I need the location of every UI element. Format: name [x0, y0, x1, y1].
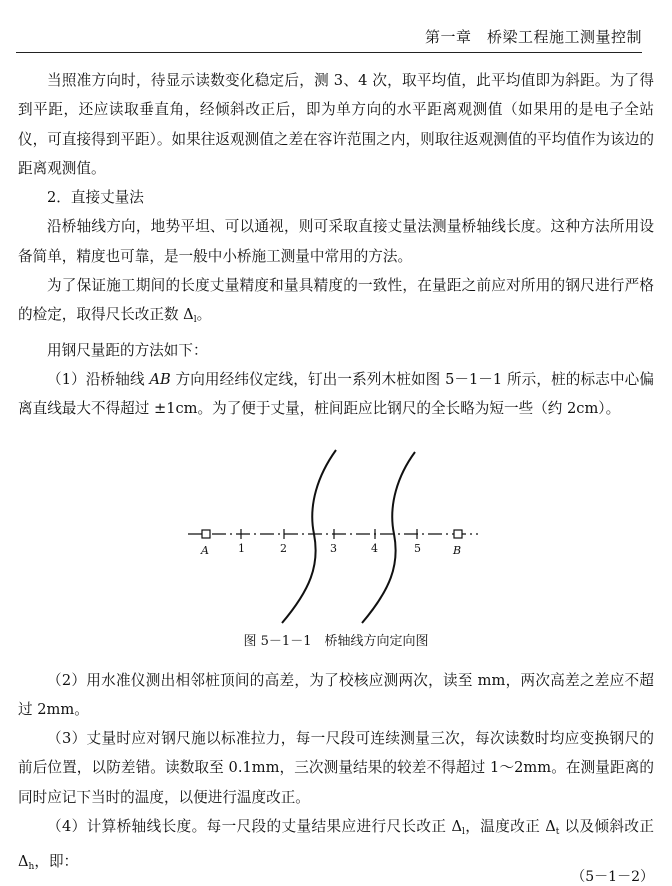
bridge-axis-diagram	[18, 440, 654, 630]
label-5: 5	[414, 541, 421, 555]
paragraph-slope-distance: 当照准方向时，待显示读数变化稳定后，测 3、4 次，取平均值，此平均值即为斜距。为了得到平距，还应读取垂直角，经倾斜改正后，即为单方向的水平距离观测值（如果用的是电子全站仪，可直接得到平距）。如果往返观测值之差在容许范围之内，则取往返观测值的平均值作为该边的距离观测值。	[18, 72, 654, 177]
formula-row	[18, 866, 654, 886]
paragraph-step-3: （3）丈量时应对钢尺施以标准拉力，每一尺段可连续测量三次，每次读数时均应变换钢尺的前后位置，以防差错。读数取至 0.1mm，三次测量结果的较差不得超过 1～2mm。在测量距离的同时应记下当时的温度，以便进行温度改正。	[18, 730, 654, 806]
page-header	[16, 22, 642, 53]
figure-caption: 图 5－1－1 桥轴线方向定向图	[243, 633, 429, 649]
formula-number: （5－1－2）	[571, 869, 654, 885]
paragraph-method-list-intro: 用钢尺量距的方法如下：	[47, 341, 208, 359]
label-a: A	[201, 543, 209, 557]
figure-bridge-axis	[18, 440, 654, 630]
paragraph-step-4: （4）计算桥轴线长度。每一尺段的丈量结果应进行尺长改正 $\Delta_l$，温度改正 $\Delta_t$ 以及倾斜改正 $\Delta_h$，即：	[18, 818, 654, 873]
section-heading-direct-taping: 2．直接丈量法	[47, 189, 144, 207]
label-1: 1	[238, 541, 245, 555]
station-b-marker	[454, 530, 462, 538]
page-body	[18, 66, 654, 883]
paragraph-step-1: （1）沿桥轴线 AB 方向用经纬仪定线，钉出一系列木桩如图 5－1－1 所示，桩的标志中心偏离直线最大不得超过 ±1cm。为了便于丈量，桩间距应比钢尺的全长略为短一些（约 2cm）。	[18, 370, 654, 418]
station-a-marker	[202, 530, 210, 538]
label-2: 2	[280, 541, 287, 555]
riverbank-right	[362, 452, 415, 623]
paragraph-step-2: （2）用水准仪测出相邻桩顶间的高差，为了校核应测两次，读至 mm，两次高差之差应不超过 2mm。	[18, 671, 654, 718]
chapter-number: 第一章	[424, 28, 472, 46]
paragraph-tape-calibration: 为了保证施工期间的长度丈量精度和量具精度的一致性，在量距之前应对所用的钢尺进行严格的检定，取得尺长改正数 $\Delta_l$。	[18, 277, 654, 326]
paragraph-direct-taping-intro: 沿桥轴线方向，地势平坦、可以通视，则可采取直接丈量法测量桥轴线长度。这种方法所用设备简单，精度也可靠，是一般中小桥施工测量中常用的方法。	[18, 218, 654, 265]
label-b: B	[453, 543, 462, 557]
label-4: 4	[371, 541, 378, 555]
chapter-title: 桥梁工程施工测量控制	[486, 28, 642, 46]
riverbank-left	[282, 450, 336, 623]
label-3: 3	[330, 541, 337, 555]
